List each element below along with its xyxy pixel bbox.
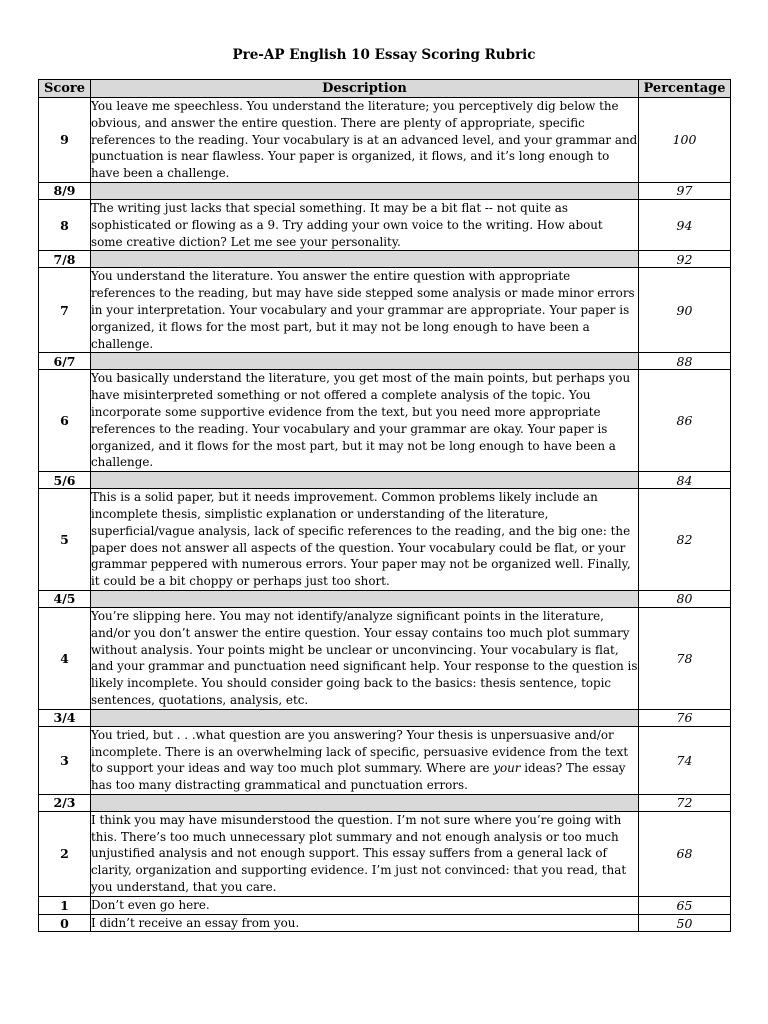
percentage-cell: 80 <box>639 590 731 607</box>
description-cell <box>91 353 639 370</box>
description-text: You tried, but . . .what question are you answering? Your thesis is unpersuasive and/or incomplete. There is an overwhelming lack of specific, persuasive evidence from the text to support your ideas and way too much plot summary. Where are <box>91 727 629 776</box>
rubric-row-7-8 <box>39 251 731 268</box>
score-cell: 3/4 <box>39 709 91 726</box>
rubric-row-3-4 <box>39 709 731 726</box>
percentage-cell: 68 <box>639 811 731 896</box>
emphasized-word: your <box>493 761 521 776</box>
description-cell: This is a solid paper, but it needs improvement. Common problems likely include an incomplete thesis, simplistic explanation or understanding of the literature, superficial/vague analysis, lack of specific references to the reading, and the big one: the paper does not answer all aspects of the question. Your vocabulary could be flat, or your grammar peppered with numerous errors. Your paper may not be organized well. Finally, it could be a bit choppy or perhaps just too short. <box>91 489 639 591</box>
rubric-row-2 <box>39 811 731 896</box>
percentage-cell: 78 <box>639 607 731 709</box>
description-cell: You’re slipping here. You may not identify/analyze significant points in the literature, and/or you don’t answer the entire question. Your essay contains too much plot summary without analysis. Your points might be unclear or unconvincing. Your vocabulary is flat, and your grammar and punctuation need significant help. Your response to the question is likely incomplete. You should consider going back to the basics: thesis sentence, topic sentences, quotations, analysis, etc. <box>91 607 639 709</box>
rubric-row-1 <box>39 896 731 914</box>
percentage-cell: 76 <box>639 709 731 726</box>
description-cell <box>91 709 639 726</box>
score-cell: 7/8 <box>39 251 91 268</box>
score-cell: 5/6 <box>39 472 91 489</box>
rubric-row-3 <box>39 726 731 794</box>
score-cell: 7 <box>39 268 91 353</box>
rubric-row-8-9 <box>39 182 731 199</box>
rubric-row-5 <box>39 489 731 591</box>
description-cell: I didn’t receive an essay from you. <box>91 914 639 932</box>
percentage-cell: 50 <box>639 914 731 932</box>
rubric-row-7 <box>39 268 731 353</box>
percentage-cell: 82 <box>639 489 731 591</box>
score-cell: 4/5 <box>39 590 91 607</box>
description-cell: I think you may have misunderstood the question. I’m not sure where you’re going with this. There’s too much unnecessary plot summary and not enough analysis or too much unjustified analysis and not enough support. This essay suffers from a general lack of clarity, organization and supporting evidence. I’m just not convinced: that you read, that you understand, that you care. <box>91 811 639 896</box>
score-cell: 6/7 <box>39 353 91 370</box>
score-cell: 2 <box>39 811 91 896</box>
description-cell <box>91 590 639 607</box>
rubric-row-4-5 <box>39 590 731 607</box>
rubric-row-6 <box>39 370 731 472</box>
percentage-cell: 90 <box>639 268 731 353</box>
percentage-cell: 65 <box>639 896 731 914</box>
score-cell: 3 <box>39 726 91 794</box>
percentage-cell: 72 <box>639 794 731 811</box>
rubric-row-6-7 <box>39 353 731 370</box>
description-cell: Don’t even go here. <box>91 896 639 914</box>
description-cell: The writing just lacks that special something. It may be a bit flat -- not quite as sophisticated or flowing as a 9. Try adding your own voice to the writing. How about some creative diction? Let me see your personality. <box>91 199 639 250</box>
score-cell: 0 <box>39 914 91 932</box>
percentage-cell: 97 <box>639 182 731 199</box>
rubric-table <box>38 79 731 932</box>
score-cell: 8 <box>39 199 91 250</box>
description-cell <box>91 472 639 489</box>
percentage-cell: 88 <box>639 353 731 370</box>
rubric-row-5-6 <box>39 472 731 489</box>
description-cell <box>91 794 639 811</box>
rubric-row-9 <box>39 98 731 183</box>
score-column-header: Score <box>39 80 91 98</box>
description-cell <box>91 182 639 199</box>
description-cell: You leave me speechless. You understand the literature; you perceptively dig below the obvious, and answer the entire question. There are plenty of appropriate, specific references to the reading. Your vocabulary is at an advanced level, and your grammar and punctuation is near flawless. Your paper is organized, it flows, and it’s long enough to have been a challenge. <box>91 98 639 183</box>
percentage-cell: 86 <box>639 370 731 472</box>
header-row <box>39 80 731 98</box>
percentage-column-header: Percentage <box>639 80 731 98</box>
rubric-row-4 <box>39 607 731 709</box>
rubric-row-2-3 <box>39 794 731 811</box>
rubric-row-8 <box>39 199 731 250</box>
description-text: ideas? The essay has too many distracting grammatical and punctuation errors. <box>91 761 626 793</box>
percentage-cell: 74 <box>639 726 731 794</box>
score-cell: 5 <box>39 489 91 591</box>
description-cell: You basically understand the literature, you get most of the main points, but perhaps you have misinterpreted something or not offered a complete analysis of the topic. You incorporate some supportive evidence from the text, but you need more appropriate references to the reading. Your vocabulary and your grammar are okay. Your paper is organized, and it flows for the most part, but it may not be long enough to have been a challenge. <box>91 370 639 472</box>
description-column-header: Description <box>91 80 639 98</box>
description-cell: You understand the literature. You answer the entire question with appropriate references to the reading, but may have side stepped some analysis or made minor errors in your interpretation. Your vocabulary and your grammar are appropriate. Your paper is organized, it flows for the most part, but it may not be long enough to have been a challenge. <box>91 268 639 353</box>
percentage-cell: 84 <box>639 472 731 489</box>
score-cell: 8/9 <box>39 182 91 199</box>
percentage-cell: 92 <box>639 251 731 268</box>
score-cell: 9 <box>39 98 91 183</box>
percentage-cell: 94 <box>639 199 731 250</box>
score-cell: 4 <box>39 607 91 709</box>
document-title: Pre-AP English 10 Essay Scoring Rubric <box>232 47 536 63</box>
description-cell <box>91 251 639 268</box>
rubric-row-0 <box>39 914 731 932</box>
score-cell: 1 <box>39 896 91 914</box>
score-cell: 6 <box>39 370 91 472</box>
score-cell: 2/3 <box>39 794 91 811</box>
description-cell <box>91 726 639 794</box>
percentage-cell: 100 <box>639 98 731 183</box>
